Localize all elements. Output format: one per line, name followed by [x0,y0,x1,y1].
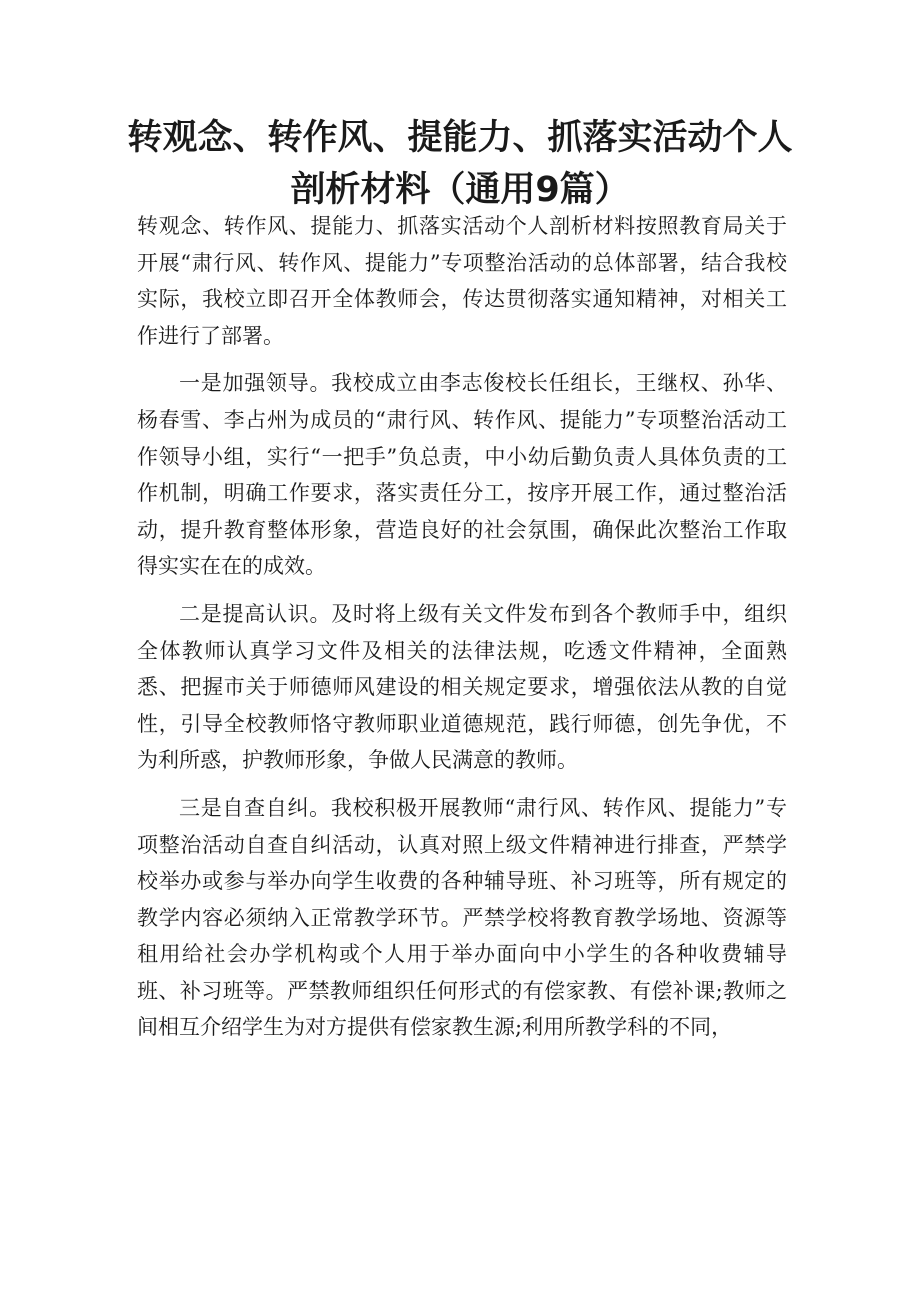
intro-paragraph: 转观念、转作风、提能力、抓落实活动个人剖析材料按照教育局关于开展“肃行风、转作风、提能力”专项整治活动的总体部署，结合我校实际，我校立即召开全体教师会，传达贯彻落实通知精神，对相关工作进行了部署。 [137,214,787,348]
document-body [137,208,787,1057]
title-line-2: 剖析材料（通用9篇） [290,170,630,210]
paragraph-self-inspection: 三是自查自纠。我校积极开展教师“肃行风、转作风、提能力”专项整治活动自查自纠活动，认真对照上级文件精神进行排查，严禁学校举办或参与举办向学生收费的各种辅导班、补习班等，所有规定的教学内容必须纳入正常教学环节。严禁学校将教育教学场地、资源等租用给社会办学机构或个人用于举办面向中小学生的各种收费辅导班、补习班等。严禁教师组织任何形式的有偿家教、有偿补课;教师之间相互介绍学生为对方提供有偿家教生源;利用所教学科的不同， [137,795,787,1040]
document-title [100,112,820,216]
paragraph-leadership: 一是加强领导。我校成立由李志俊校长任组长，王继权、孙华、杨春雪、李占州为成员的“肃行风、转作风、提能力”专项整治活动工作领导小组，实行“一把手”负总责，中小幼后勤负责人具体负责的工作机制，明确工作要求，落实责任分工，按序开展工作，通过整治活动，提升教育整体形象，营造良好的社会氛围，确保此次整治工作取得实实在在的成效。 [137,371,787,579]
title-line-1: 转观念、转作风、提能力、抓落实活动个人 [127,118,793,158]
paragraph-awareness: 二是提高认识。及时将上级有关文件发布到各个教师手中，组织全体教师认真学习文件及相关的法律法规，吃透文件精神，全面熟悉、把握市关于师德师风建设的相关规定要求，增强依法从教的自觉性，引导全校教师恪守教师职业道德规范，践行师德，创先争优，不为利所惑，护教师形象，争做人民满意的教师。 [137,601,787,773]
